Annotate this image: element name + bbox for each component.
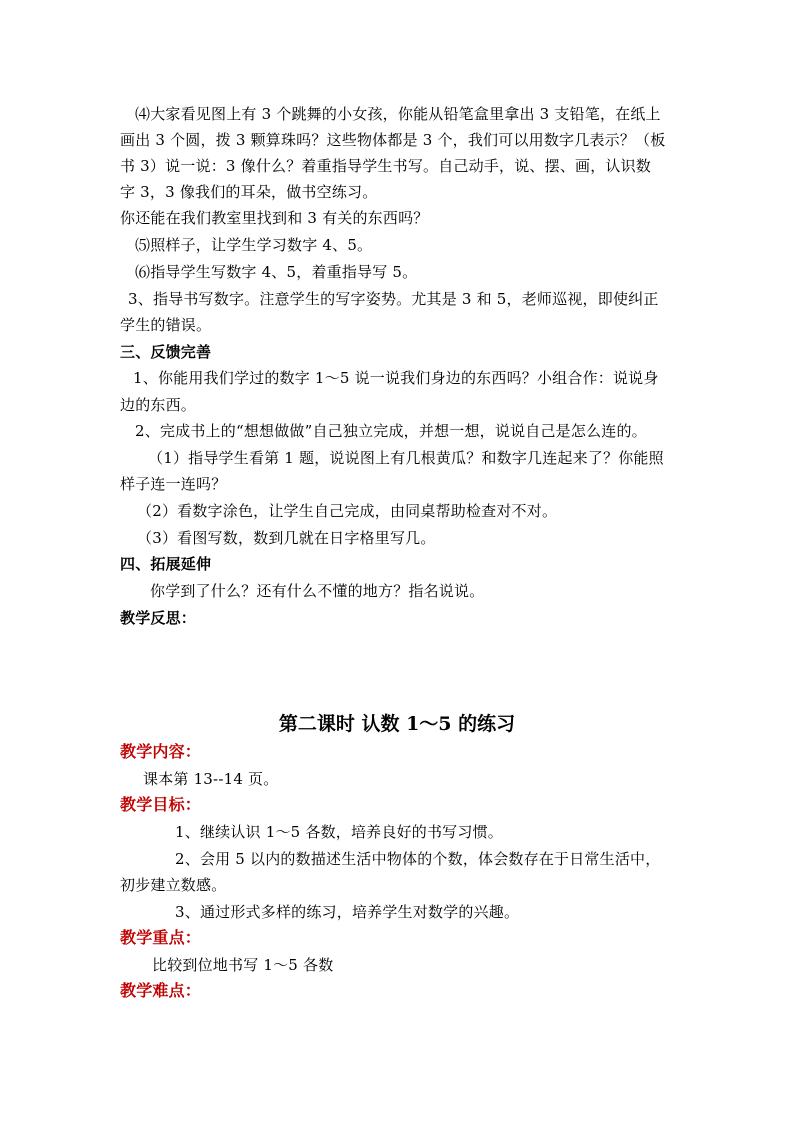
paragraph-4-line-1: ⑷大家看见图上有 3 个跳舞的小女孩，你能从铅笔盒里拿出 3 支铅笔，在纸上 (135, 105, 661, 123)
goal-3: 3、通过形式多样的练习，培养学生对数学的兴趣。 (175, 903, 520, 921)
section-four-body: 你学到了什么？还有什么不懂的地方？指名说说。 (150, 582, 485, 600)
paragraph-4-line-3: 书 3）说一说：3 像什么？着重指导学生书写。自己动手，说、摆、画，认识数 (120, 157, 652, 175)
paragraph-3-line-2: 学生的错误。 (120, 316, 212, 334)
paragraph-4-line-4: 字 3，3 像我们的耳朵，做书空练习。 (120, 183, 378, 201)
section-three-sub-2: （2）看数字涂色，让学生自己完成，由同桌帮助检查对不对。 (137, 502, 558, 520)
paragraph-3-line-1: 3、指导书写数字。注意学生的写字姿势。尤其是 3 和 5，老师巡视，即使纠正 (128, 290, 659, 308)
goal-1: 1、继续认识 1～5 各数，培养良好的书写习惯。 (175, 823, 503, 841)
paragraph-5: ⑸照样子，让学生学习数字 4、5。 (135, 236, 373, 254)
section-three-item-1-line-1: 1、你能用我们学过的数字 1～5 说一说我们身边的东西吗？小组合作：说说身 (133, 369, 659, 387)
reflection-label: 教学反思： (120, 609, 197, 627)
paragraph-6: ⑹指导学生写数字 4、5，着重指导写 5。 (135, 263, 418, 281)
paragraph-4-line-5: 你还能在我们教室里找到和 3 有关的东西吗？ (120, 209, 429, 227)
section-three-sub-1-line-2: 样子连一连吗？ (120, 475, 227, 493)
key-text: 比较到位地书写 1～5 各数 (152, 956, 334, 974)
section-three-sub-1-line-1: （1）指导学生看第 1 题，说说图上有几根黄瓜？和数字几连起来了？你能照 (148, 449, 664, 467)
content-text: 课本第 13--14 页。 (143, 770, 279, 788)
section-four-heading: 四、拓展延伸 (120, 555, 212, 573)
section-three-sub-3: （3）看图写数，数到几就在日字格里写几。 (137, 529, 436, 547)
section-three-item-2: 2、完成书上的“想想做做”自己独立完成，并想一想，说说自己是怎么连的。 (135, 422, 647, 440)
content-label: 教学内容： (120, 742, 202, 761)
section-three-heading: 三、反馈完善 (120, 343, 212, 361)
difficulty-label: 教学难点： (120, 981, 202, 1000)
goal-2-line-1: 2、会用 5 以内的数描述生活中物体的个数，体会数存在于日常生活中， (175, 850, 661, 868)
lesson-two-title: 第二课时 认数 1～5 的练习 (278, 713, 516, 735)
paragraph-4-line-2: 画出 3 个圆，拨 3 颗算珠吗？这些物体都是 3 个，我们可以用数字几表示？（板 (120, 131, 666, 149)
goals-label: 教学目标： (120, 795, 202, 814)
goal-2-line-2: 初步建立数感。 (120, 876, 227, 894)
key-label: 教学重点： (120, 928, 202, 947)
section-three-item-1-line-2: 边的东西。 (120, 396, 197, 414)
